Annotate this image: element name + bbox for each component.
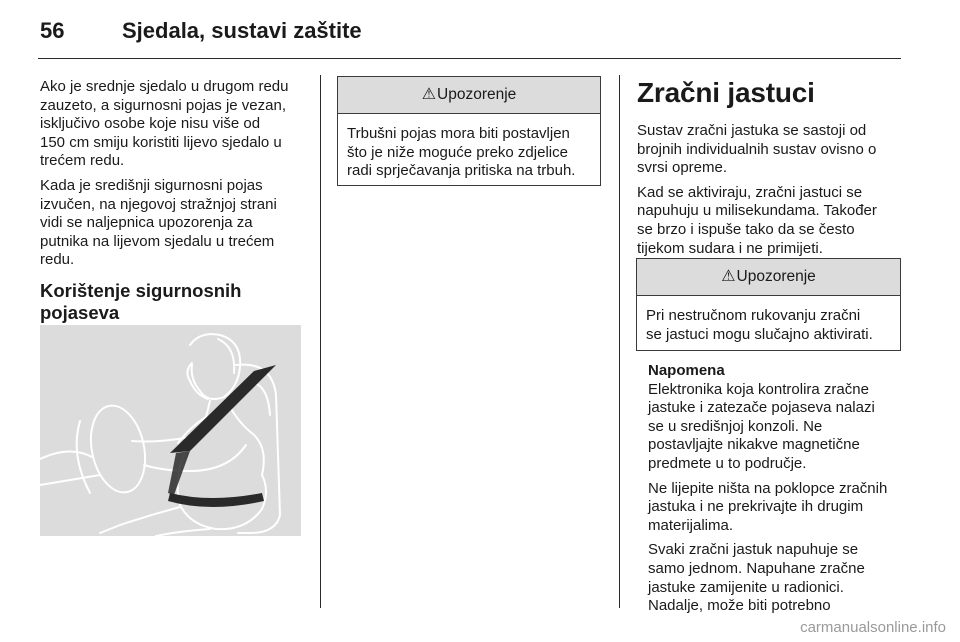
paragraph: Kad se aktiviraju, zračni jastuci se napuhuju u milisekundama. Također se brzo i ispuše tako da se često tijekom sudara i ne primijeti. [637,183,877,257]
warning-text: Trbušni pojas mora biti postavljen što je niže moguće preko zdjelice radi sprječavanja pritiska na trbuh. [347,125,576,180]
warning-triangle-icon: ⚠ [721,268,736,285]
page-number: 56 [40,18,65,43]
paragraph: Ako je srednje sjedalo u drugom redu zauzeto, a sigurnosni pojas je vezan, isključivo osobe koje nisu više od 150 cm smiju koristiti lijevo sjedalo u trećem redu. [40,78,289,170]
column-divider-right [619,75,620,608]
illustration-drawing [40,325,301,536]
warning-box-seatbelt [337,76,601,186]
warning-label: Upozorenje [736,268,816,285]
note-paragraph: Svaki zračni jastuk napuhuje se samo jednom. Napuhane zračne jastuke zamijenite u radionici. Nadalje, može biti potrebno [648,541,865,615]
section-heading: Zračni jastuci [637,77,815,108]
note-label: Napomena [648,362,725,379]
left-column [40,78,308,358]
header-divider [38,58,901,59]
right-column [637,78,902,264]
note-paragraph: Elektronika koja kontrolira zračne jastuke i zatezače pojaseva nalazi se u središnjoj konzoli. Ne postavljajte nikakve magnetične predmete u to područje. [648,380,875,472]
paragraph: Sustav zračni jastuka se sastoji od brojnih individualnih sustav ovisno o svrsi opreme. [637,122,877,177]
watermark: carmanualsonline.info [800,619,946,636]
warning-label: Upozorenje [437,86,517,103]
page-title: Sjedala, sustavi zaštite [122,18,362,43]
warning-header [637,259,900,296]
pregnant-driver-seatbelt-illustration [40,325,301,536]
note-paragraph: Ne lijepite ništa na poklopce zračnih jastuka i ne prekrivajte ih drugim materijalima. [648,479,888,534]
warning-header [338,77,600,114]
note-section [648,362,910,622]
paragraph: Kada je središnji sigurnosni pojas izvučen, na njegovoj stražnjoj strani vidi se naljepnica upozorenja za putnika na lijevom sjedalu u trećem redu. [40,176,277,269]
section-subheading: Korištenje sigurnosnih pojaseva [40,279,242,323]
column-divider-left [320,75,321,608]
warning-text: Pri nestručnom rukovanju zračni se jastuci mogu slučajno aktivirati. [646,307,873,343]
warning-box-airbag [636,258,901,351]
warning-triangle-icon: ⚠ [421,86,437,103]
